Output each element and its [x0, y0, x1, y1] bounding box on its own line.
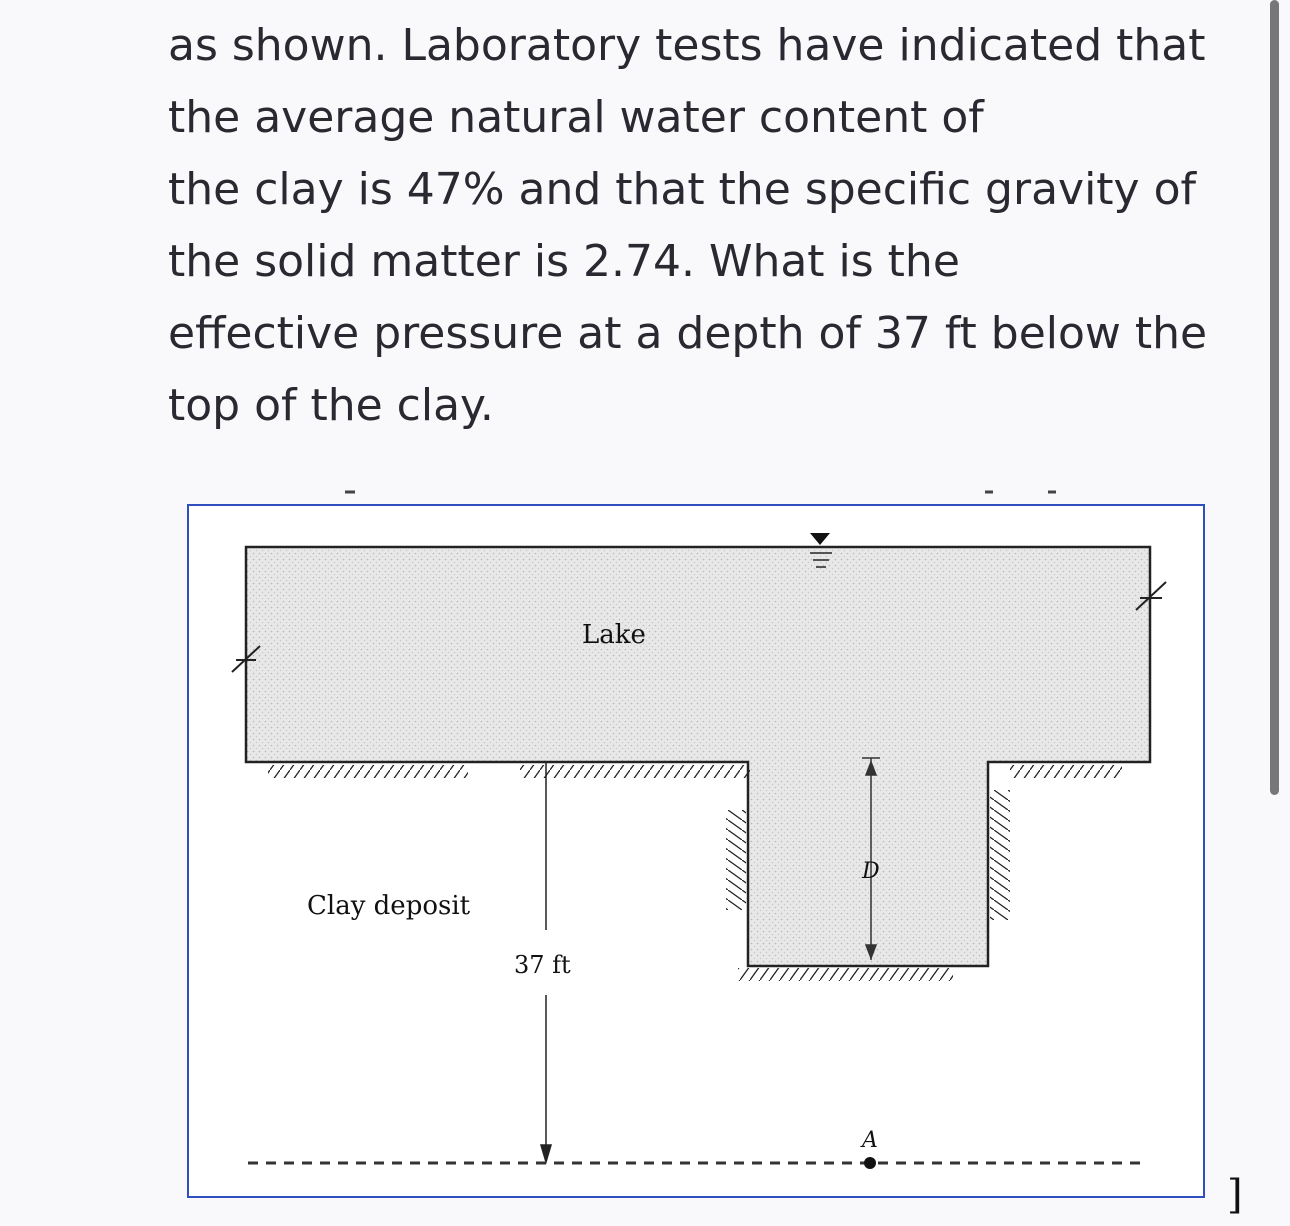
- dredge-d-label: D: [862, 859, 880, 884]
- problem-line-4: the solid matter is 2.74. What is the: [168, 236, 960, 287]
- point-a-marker: [864, 1157, 876, 1169]
- problem-line-3: the clay is 47% and that the specific gravity of: [168, 164, 1196, 215]
- problem-line-2: the average natural water content of: [168, 92, 984, 143]
- lake-bed-hatching: [268, 765, 1122, 981]
- problem-line-6: top of the clay.: [168, 380, 494, 431]
- problem-line-5: effective pressure at a depth of 37 ft below the: [168, 308, 1208, 359]
- point-a-label: A: [862, 1128, 878, 1153]
- depth-37ft-label: 37 ft: [514, 951, 571, 979]
- bracket-glyph: ]: [1227, 1172, 1243, 1218]
- clay-deposit-label: Clay deposit: [307, 891, 471, 921]
- lake-label: Lake: [582, 620, 646, 650]
- problem-line-1: as shown. Laboratory tests have indicated that: [168, 20, 1206, 71]
